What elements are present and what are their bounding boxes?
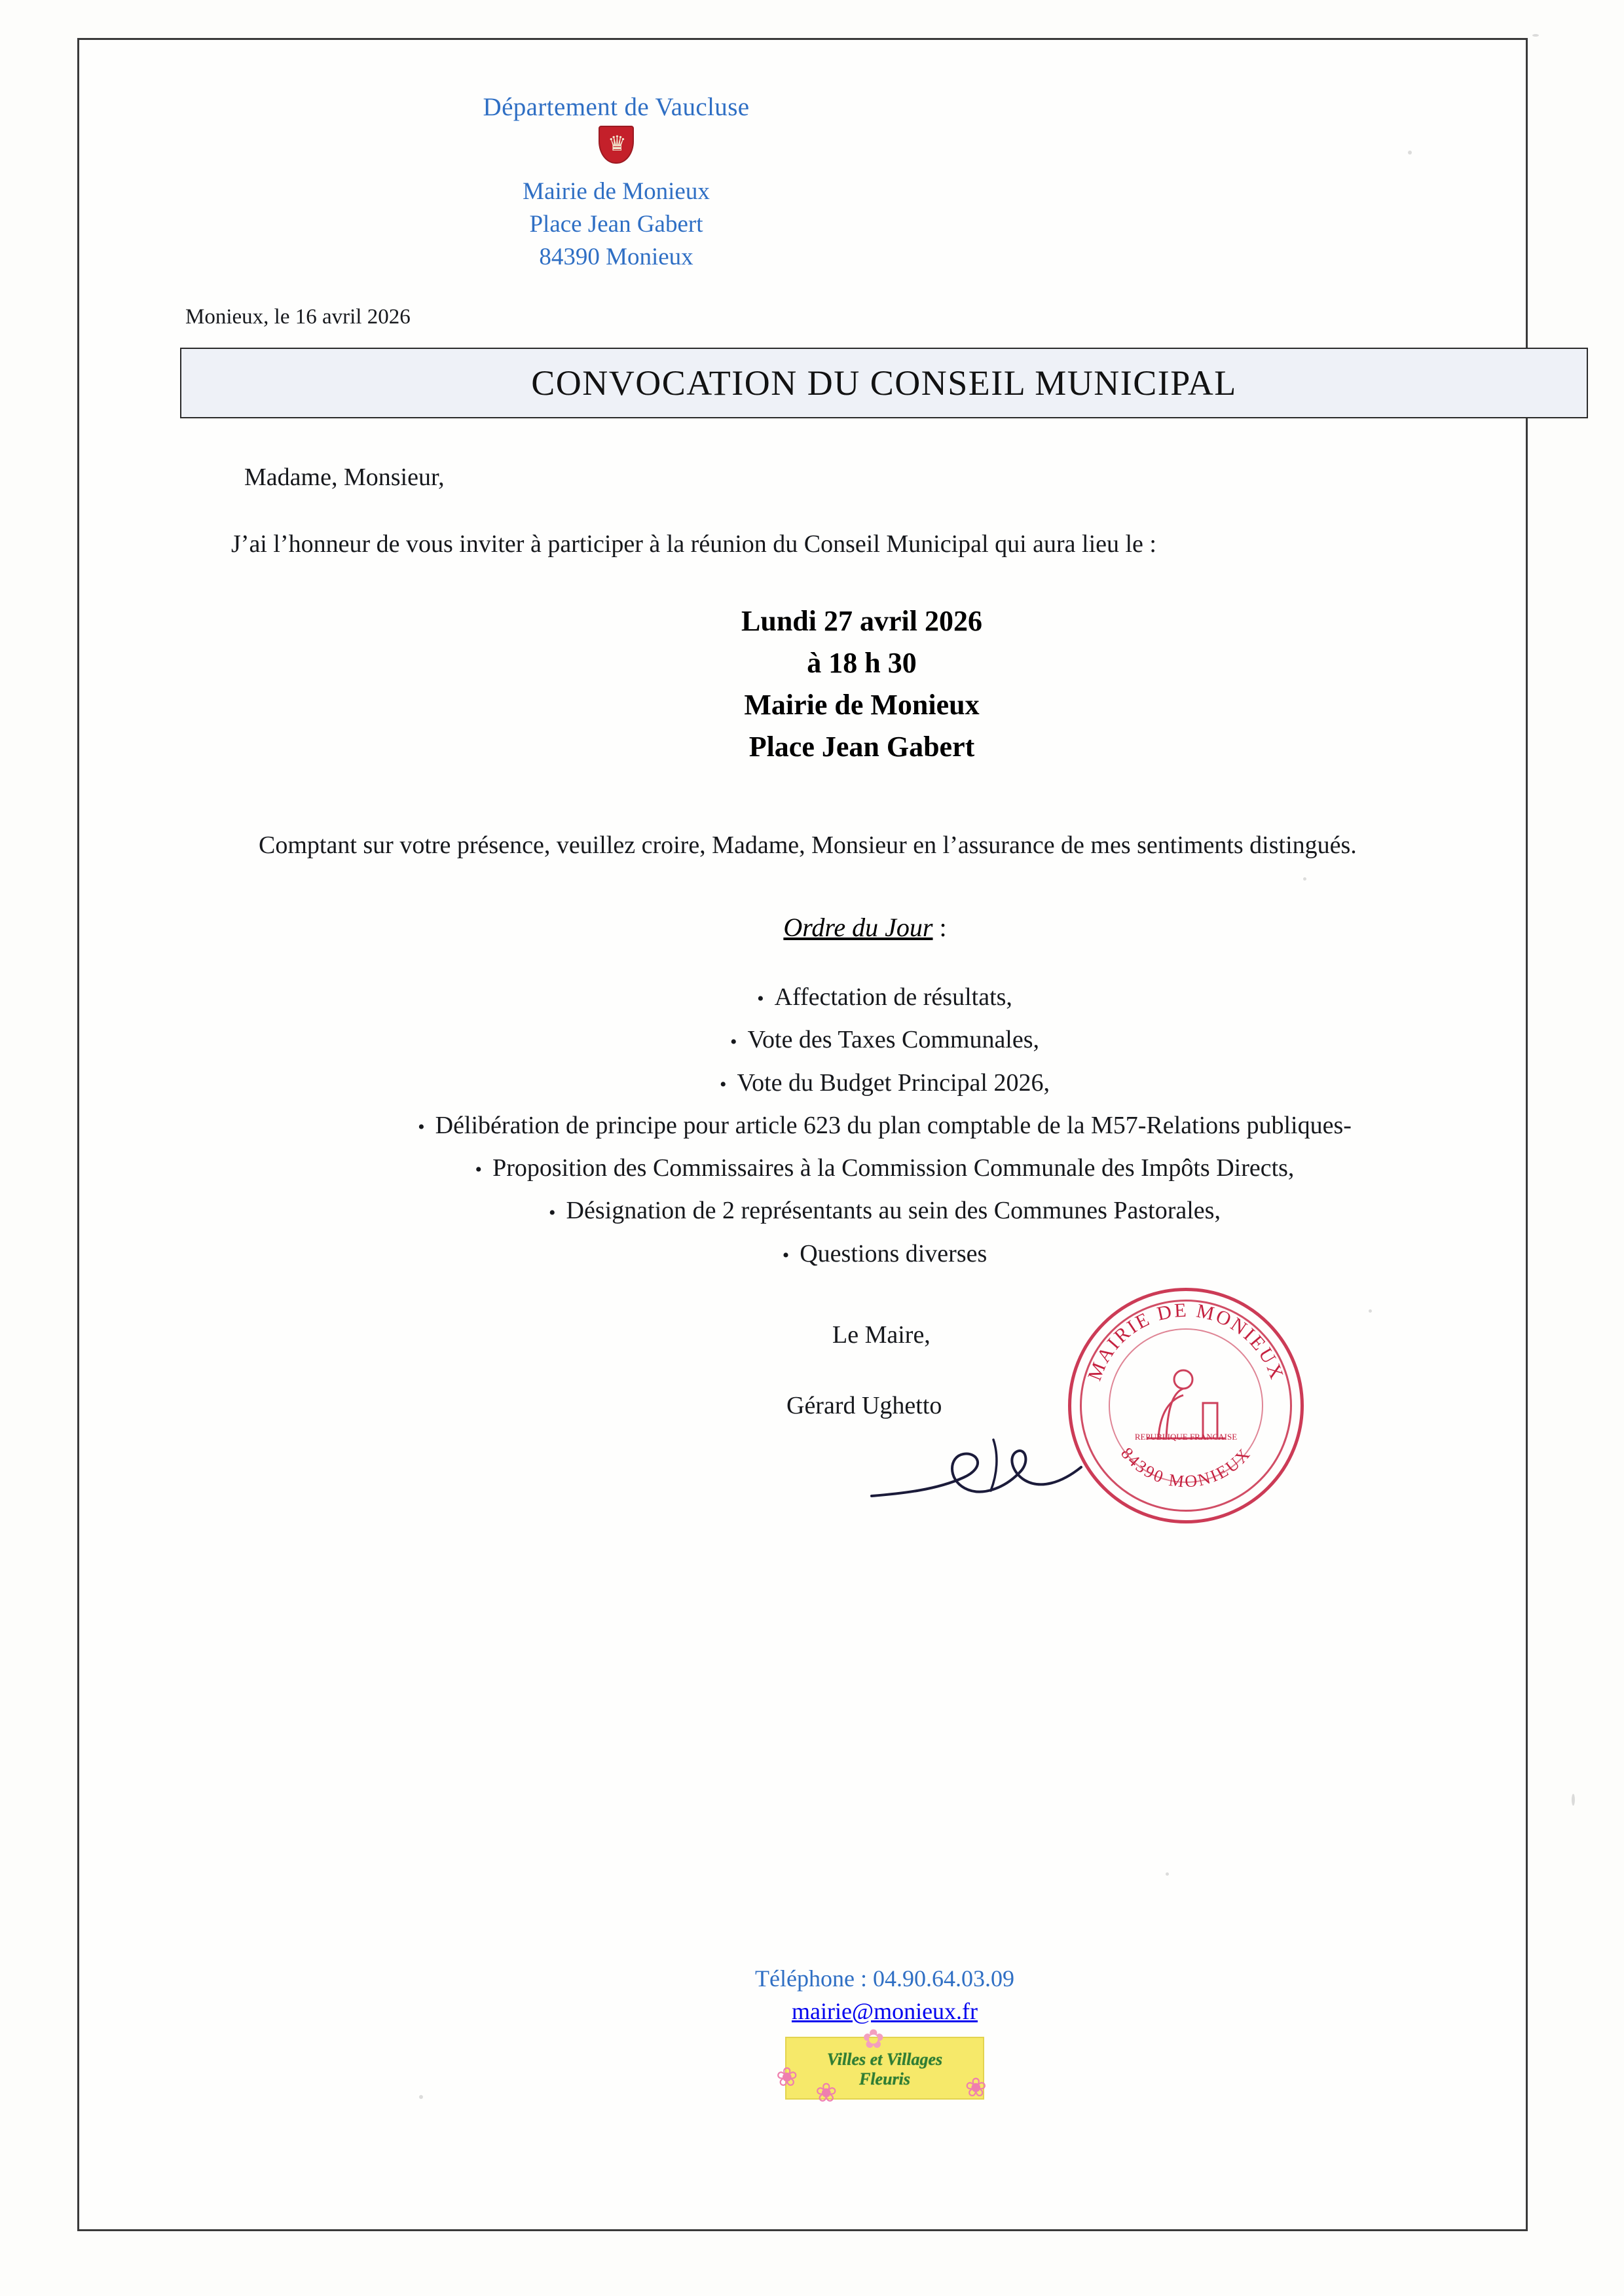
signature-block [171, 1299, 1598, 1563]
invitation-sentence: J’ai l’honneur de vous inviter à participer à la réunion du Conseil Municipal qui aura lieu le : [231, 530, 1156, 558]
scan-speck [419, 2095, 423, 2099]
svg-text:84390 MONIEUX [1117, 1444, 1255, 1491]
meeting-date: Lundi 27 avril 2026 [741, 605, 982, 637]
agenda-heading-label: Ordre du Jour [783, 913, 933, 942]
meeting-details [125, 600, 1598, 768]
department-name: Département de Vaucluse [483, 93, 750, 121]
mairie-address-line-2: Place Jean Gabert [529, 211, 703, 238]
villes-villages-fleuris-badge [776, 2024, 987, 2107]
seal-top-text: MAIRIE DE MONIEUX [1083, 1299, 1289, 1384]
scan-speck [1369, 1309, 1372, 1313]
signature-role: Le Maire, [832, 1321, 931, 1349]
agenda-list [171, 977, 1598, 1276]
date-line: Monieux, le 16 avril 2026 [185, 305, 411, 329]
flower-icon: ❀ [815, 2078, 838, 2107]
letterhead [249, 92, 983, 274]
email-link[interactable]: mairie@monieux.fr [791, 1998, 978, 2024]
meeting-time: à 18 h 30 [807, 647, 917, 679]
meeting-place-line-1: Mairie de Monieux [744, 689, 980, 721]
scan-speck [1166, 1872, 1169, 1876]
handwritten-signature-icon [865, 1425, 1101, 1510]
list-item: • Questions diverses [171, 1233, 1598, 1276]
seal-bottom-text: 84390 MONIEUX [1116, 1444, 1255, 1491]
flower-icon: ❀ [965, 2073, 987, 2102]
list-item: • Affectation de résultats, [171, 977, 1598, 1019]
vaucluse-coat-of-arms-icon [599, 126, 634, 169]
scanned-page-frame [77, 38, 1528, 2231]
scan-speck [1572, 1794, 1575, 1806]
footer [171, 1965, 1598, 2107]
list-item: • Désignation de 2 représentants au sein des Communes Pastorales, [171, 1190, 1598, 1233]
flower-icon: ❀ [776, 2062, 798, 2092]
scan-speck [1303, 877, 1306, 881]
lion-glyph: ♛ [608, 132, 627, 155]
salutation: Madame, Monsieur, [244, 464, 445, 491]
list-item: • Vote des Taxes Communales, [171, 1019, 1598, 1062]
flower-icon: ✿ [862, 2024, 885, 2054]
meeting-place-line-2: Place Jean Gabert [748, 731, 975, 763]
phone-number: Téléphone : 04.90.64.03.09 [755, 1965, 1014, 1992]
mairie-address-line-3: 84390 Monieux [539, 244, 693, 270]
seal-center-text: REPUBLIQUE FRANCAISE [1134, 1431, 1238, 1442]
scan-speck [1408, 151, 1412, 155]
agenda-heading [132, 912, 1598, 943]
mairie-address-line-1: Mairie de Monieux [523, 178, 710, 205]
page-title: CONVOCATION DU CONSEIL MUNICIPAL [531, 363, 1237, 403]
official-seal-stamp [1068, 1288, 1304, 1523]
badge-line-1: Villes et Villages [826, 2050, 943, 2069]
list-item: • Vote du Budget Principal 2026, [171, 1063, 1598, 1105]
document-content [171, 92, 1598, 2266]
scan-speck [1532, 34, 1539, 37]
seal-text-paths [1068, 1288, 1304, 1523]
closing-paragraph: Comptant sur votre présence, veuillez croire, Madame, Monsieur en l’assurance de mes sentiments distingués. [259, 831, 1357, 859]
badge-line-2: Fleuris [858, 2069, 911, 2088]
document-title-banner [180, 348, 1588, 418]
list-item: • Délibération de principe pour article 623 du plan comptable de la M57-Relations publiques- [171, 1105, 1598, 1148]
list-item: • Proposition des Commissaires à la Commission Communale des Impôts Directs, [171, 1148, 1598, 1190]
agenda-heading-suffix: : [932, 913, 947, 942]
signature-name: Gérard Ughetto [786, 1391, 942, 1419]
